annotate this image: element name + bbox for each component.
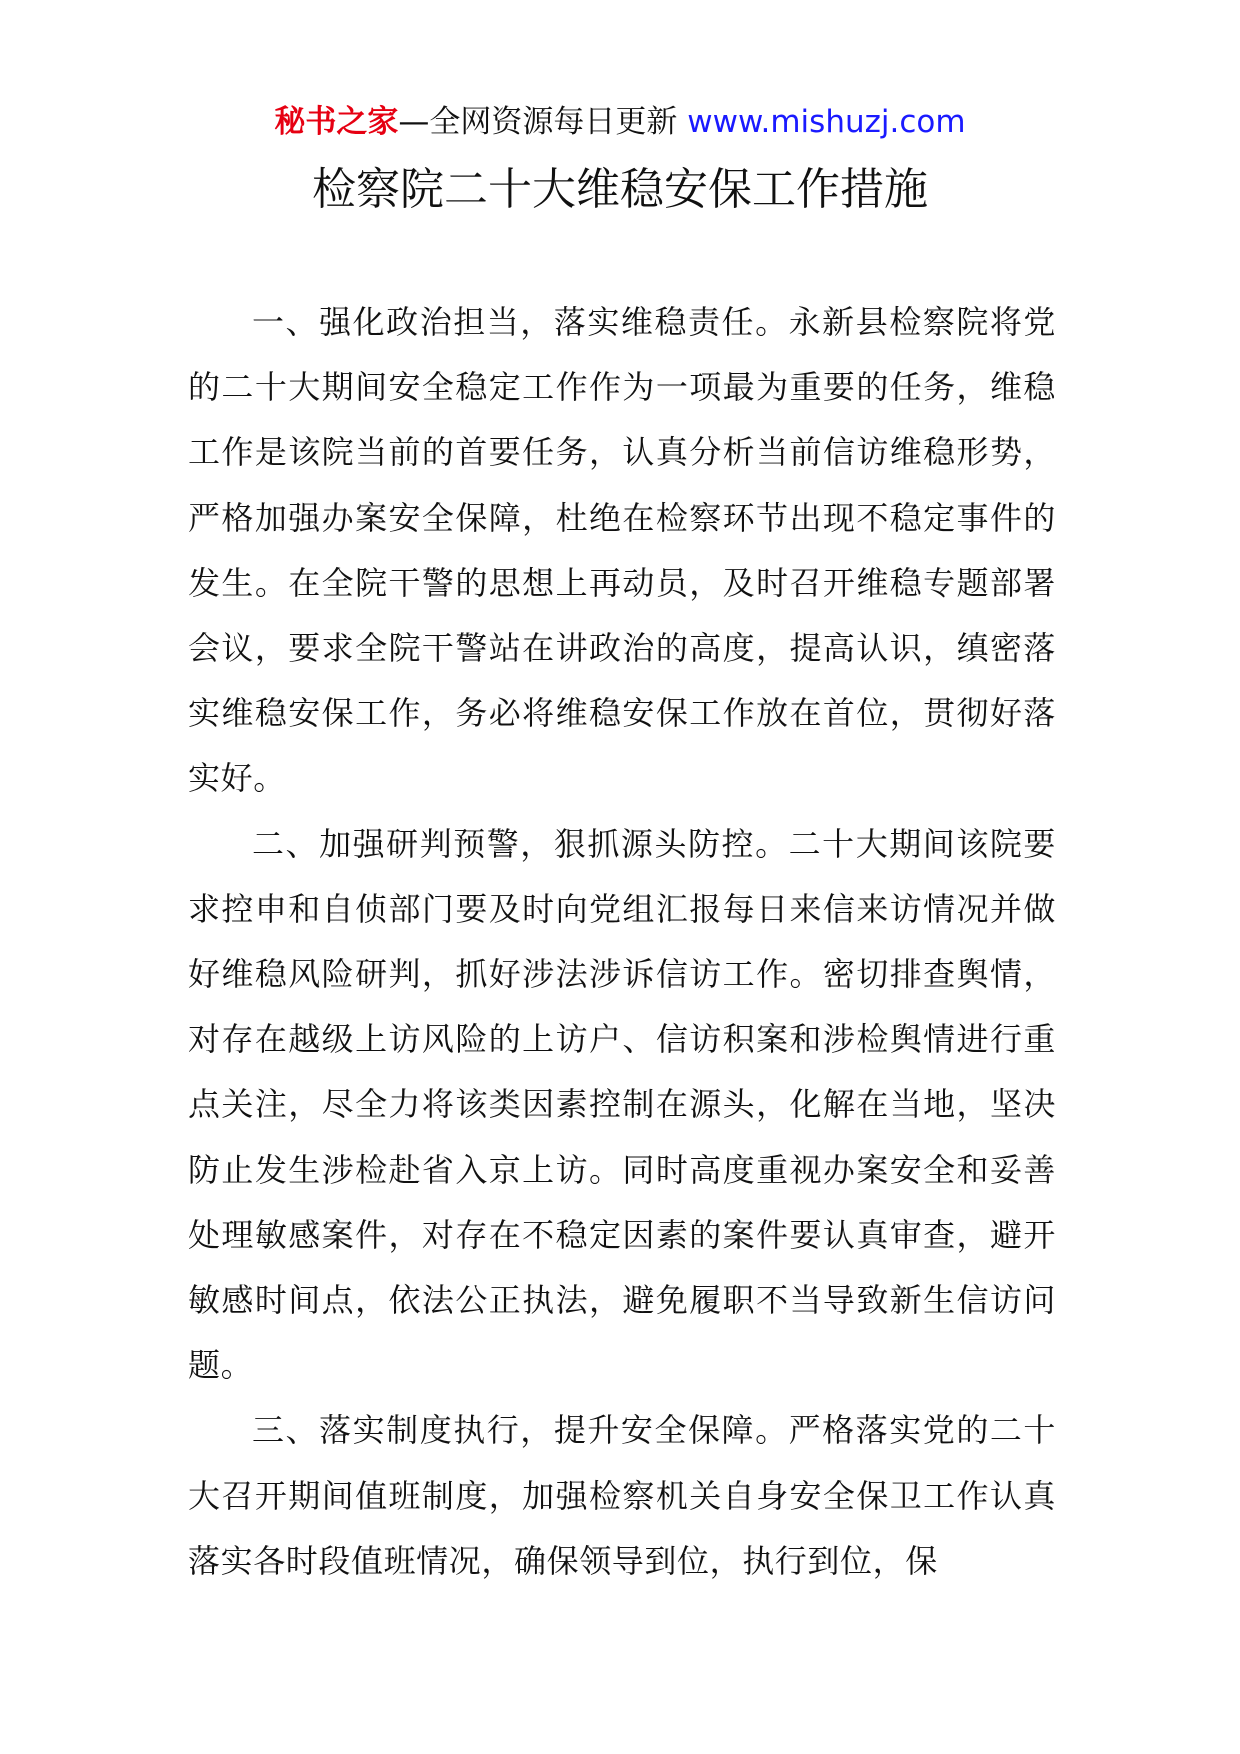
paragraph-3: 三、落实制度执行，提升安全保障。严格落实党的二十大召开期间值班制度，加强检察机关自身安全保卫工作认真落实各时段值班情况，确保领导到位，执行到位，保 — [188, 1411, 1056, 1580]
paragraph-1: 一、强化政治担当，落实维稳责任。永新县检察院将党的二十大期间安全稳定工作作为一项最为重要的任务，维稳工作是该院当前的首要任务，认真分析当前信访维稳形势，严格加强办案安全保障，杜绝在检察环节出现不稳定事件的发生。在全院干警的思想上再动员，及时召开维稳专题部署会议，要求全院干警站在讲政治的高度，提高认识，缜密落实维稳安保工作，务必将维稳安保工作放在首位，贯彻好落实好。 — [188, 303, 1056, 798]
document-title: 检察院二十大维稳安保工作措施 — [312, 164, 928, 215]
site-url-link[interactable]: www.mishuzj.com — [687, 104, 966, 140]
document-body — [188, 290, 1056, 1594]
site-brand: 秘书之家 — [274, 104, 399, 140]
paragraph-2: 二、加强研判预警，狠抓源头防控。二十大期间该院要求控申和自侦部门要及时向党组汇报每日来信来访情况并做好维稳风险研判，抓好涉法涉诉信访工作。密切排查舆情，对存在越级上访风险的上访户、信访积案和涉检舆情进行重点关注，尽全力将该类因素控制在源头，化解在当地，坚决防止发生涉检赴省入京上访。同时高度重视办案安全和妥善处理敏感案件，对存在不稳定因素的案件要认真审查，避开敏感时间点，依法公正执法，避免履职不当导致新生信访问题。 — [188, 824, 1056, 1385]
site-header — [0, 102, 1240, 142]
site-slogan: —全网资源每日更新 — [398, 104, 678, 140]
